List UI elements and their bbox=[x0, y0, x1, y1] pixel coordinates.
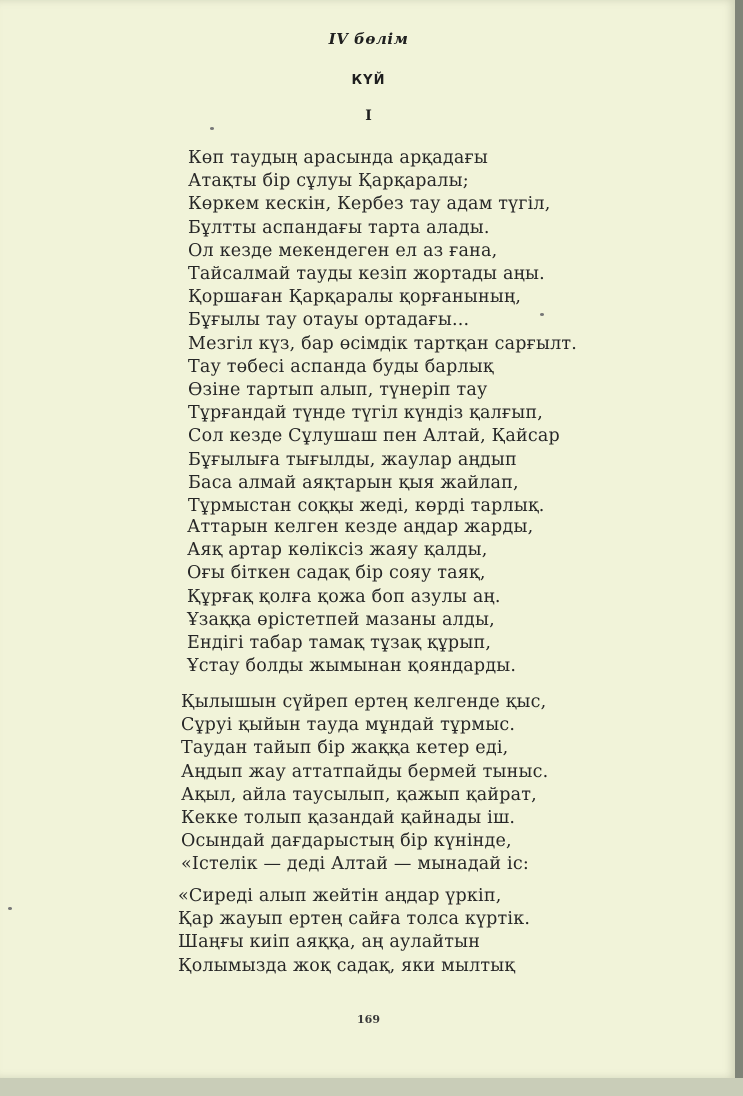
poem-line: Сұруі қыйын тауда мұндай тұрмыс. bbox=[181, 715, 516, 736]
poem-line: Бұғылыға тығылды, жаулар аңдып bbox=[188, 449, 517, 470]
poem-line: Сол кезде Сұлушаш пен Алтай, Қайсар bbox=[188, 426, 560, 447]
poem-line: Ұзаққа өрістетпей мазаны алды, bbox=[187, 609, 495, 630]
poem-line: Өзіне тартып алып, түнеріп тау bbox=[188, 380, 488, 401]
poem-line: Оғы біткен садақ бір сояу таяқ, bbox=[187, 563, 486, 584]
paper-speck bbox=[210, 127, 214, 130]
poem-line: Ұстау болды жымынан қояндарды. bbox=[187, 656, 517, 677]
poem-line: Баса алмай аяқтарын қыя жайлап, bbox=[188, 472, 519, 493]
poem-line: Тұрғандай түнде түгіл күндіз қалғып, bbox=[188, 403, 544, 424]
poem-line: Қар жауып ертең сайға толса күртік. bbox=[178, 909, 531, 930]
poem-line: Ақыл, айла таусылып, қажып қайрат, bbox=[181, 784, 537, 805]
poem-line: «Сиреді алып жейтін аңдар үркіп, bbox=[178, 886, 502, 906]
poem-line: Көркем кескін, Кербез тау адам түгіл, bbox=[188, 194, 551, 215]
poem-line: Аңдып жау аттатпайды бермей тыныс. bbox=[181, 761, 549, 782]
poem-line: Тайсалмай тауды кезіп жортады аңы. bbox=[188, 264, 545, 285]
poem-line: Бұғылы тау отауы ортадағы... bbox=[188, 310, 470, 331]
poem-line: Атақты бір сұлуы Қарқаралы; bbox=[188, 171, 469, 192]
page-edge-bottom bbox=[0, 1078, 743, 1096]
page-number: 169 bbox=[357, 1013, 380, 1026]
poem-line: Мезгіл күз, бар өсімдік тартқан сарғылт. bbox=[188, 333, 578, 354]
poem-line: Ендігі табар тамақ тұзақ құрып, bbox=[187, 633, 492, 654]
stanza-2 bbox=[187, 516, 533, 678]
stanza-4 bbox=[178, 885, 530, 978]
poem-line: Осындай дағдарыстың бір күнінде, bbox=[181, 831, 512, 852]
part-number: I bbox=[365, 108, 372, 124]
poem-line: Қоршаған Қарқаралы қорғанының, bbox=[188, 287, 522, 308]
poem-line: Таудан тайып бір жаққа кетер еді, bbox=[181, 738, 509, 759]
page-edge-right bbox=[735, 0, 743, 1096]
poem-line: Тау төбесі аспанда буды барлық bbox=[188, 356, 494, 377]
poem-line: Қолымызда жоқ садақ, яки мылтық bbox=[178, 955, 516, 976]
paper-speck bbox=[540, 313, 544, 316]
poem-line: Аяқ артар көліксіз жаяу қалды, bbox=[187, 540, 488, 561]
paper-speck bbox=[8, 907, 12, 910]
stanza-3 bbox=[181, 691, 548, 877]
poem-line: Ол кезде мекендеген ел аз ғана, bbox=[188, 240, 498, 261]
poem-line: Бұлтты аспандағы тарта алады. bbox=[188, 217, 490, 238]
poem-line: Тұрмыстан соққы жеді, көрді тарлық. bbox=[188, 496, 545, 517]
poem-line: «Істелік — деді Алтай — мынадай іс: bbox=[181, 854, 529, 875]
poem-title: КҮЙ bbox=[351, 73, 386, 88]
poem-line: Шаңғы киіп аяққа, аң аулайтын bbox=[178, 932, 481, 953]
poem-line: Кекке толып қазандай қайнады іш. bbox=[181, 808, 516, 829]
poem-line: Қылышын сүйреп ертең келгенде қыс, bbox=[181, 692, 547, 712]
poem-line: Құрғақ қолға қожа боп азулы аң. bbox=[187, 586, 501, 607]
poem-line: Аттарын келген кезде аңдар жарды, bbox=[187, 517, 534, 537]
poem-line: Көп таудың арасында арқадағы bbox=[188, 148, 489, 168]
stanza-1 bbox=[188, 147, 577, 518]
section-label: IV бөлім bbox=[328, 30, 409, 48]
